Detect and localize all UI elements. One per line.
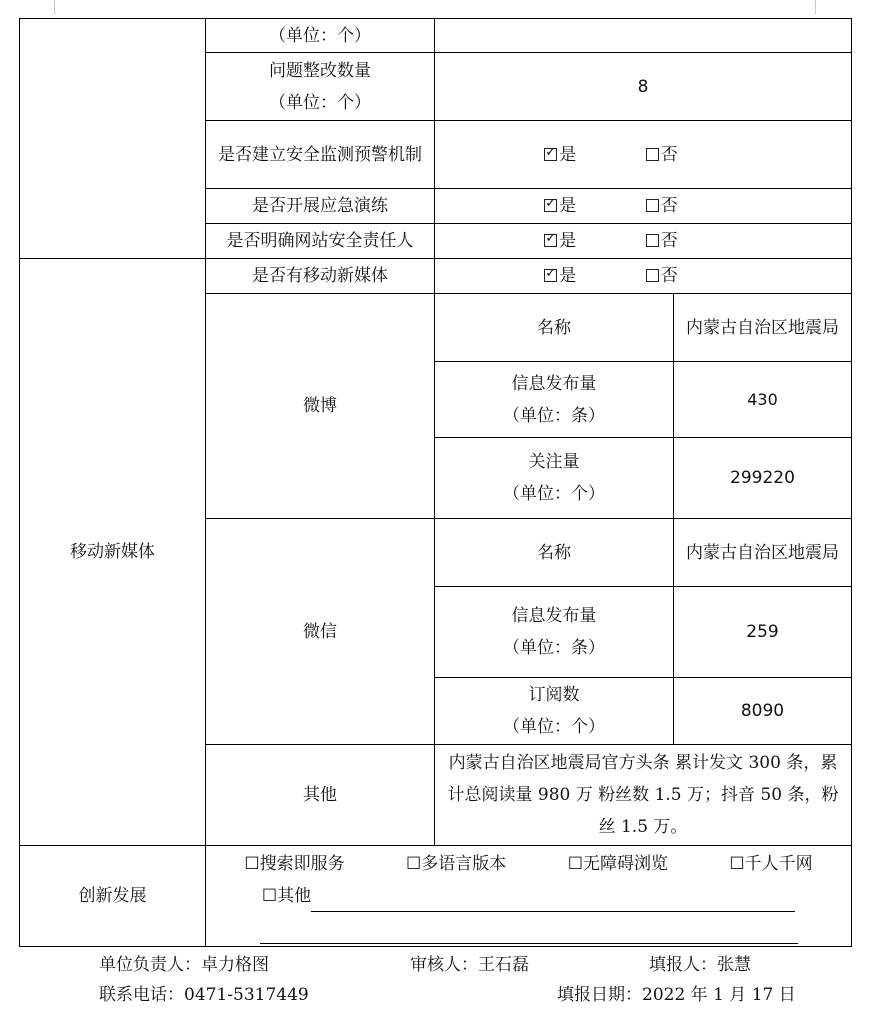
yes-checkbox[interactable]: ✓ 是 [544, 139, 640, 171]
checked-box-icon [544, 269, 557, 282]
option-accessible[interactable]: ☐无障碍浏览 [567, 854, 668, 874]
no-checkbox[interactable]: 否 [646, 139, 742, 171]
report-table [19, 18, 852, 947]
option-other-row [212, 880, 845, 912]
unit-tail-label: （单位：个） [206, 19, 435, 53]
wechat-label: 微信 [206, 519, 435, 745]
table-row [20, 19, 852, 53]
checked-box-icon [544, 148, 557, 161]
innovation-label: 创新发展 [20, 846, 206, 947]
duty-choice [435, 224, 852, 259]
option-search-service[interactable]: ☐搜索即服务 [244, 854, 345, 874]
checked-box-icon [544, 199, 557, 212]
weibo-name-label: 名称 [435, 294, 674, 362]
wechat-name-label: 名称 [435, 519, 674, 587]
table-row [20, 259, 852, 294]
contact-phone: 联系电话：0471-5317449 [99, 985, 309, 1005]
checked-box-icon [544, 234, 557, 247]
rectify-label: 问题整改数量 （单位：个） [206, 53, 435, 121]
fill-date: 填报日期：2022 年 1 月 17 日 [557, 985, 796, 1005]
table-row [20, 846, 852, 947]
monitor-choice [435, 121, 852, 189]
page-margin-mark-right [815, 0, 816, 14]
wechat-posts-value: 259 [674, 587, 852, 678]
other-label: 其他 [206, 745, 435, 846]
extra-fill-line[interactable] [260, 919, 798, 944]
has-media-choice [435, 259, 852, 294]
wechat-name-value: 内蒙古自治区地震局 [674, 519, 852, 587]
no-checkbox[interactable]: 否 [646, 190, 742, 222]
weibo-posts-value: 430 [674, 362, 852, 438]
yes-checkbox[interactable]: ✓ 是 [544, 225, 640, 257]
option-personalized[interactable]: ☐千人千网 [729, 854, 813, 874]
no-checkbox[interactable]: 否 [646, 225, 742, 257]
prev-section-cell [20, 19, 206, 259]
wechat-sub-value: 8090 [674, 678, 852, 745]
weibo-follow-value: 299220 [674, 438, 852, 519]
other-fill-line[interactable] [311, 887, 795, 912]
yes-checkbox[interactable]: ✓ 是 [544, 190, 640, 222]
reviewer: 审核人：王石磊 [410, 955, 529, 975]
empty-box-icon [646, 199, 659, 212]
weibo-follow-label: 关注量 （单位：个） [435, 438, 674, 519]
weibo-name-value: 内蒙古自治区地震局 [674, 294, 852, 362]
yes-checkbox[interactable]: ✓ 是 [544, 260, 640, 292]
rectify-value: 8 [435, 53, 852, 121]
section-media-label: 移动新媒体 [20, 259, 206, 846]
has-media-label: 是否有移动新媒体 [206, 259, 435, 294]
filler: 填报人：张慧 [649, 955, 751, 975]
drill-choice [435, 189, 852, 224]
weibo-posts-label: 信息发布量 （单位：条） [435, 362, 674, 438]
monitor-label: 是否建立安全监测预警机制 [206, 121, 435, 189]
innovation-options [206, 846, 852, 947]
wechat-sub-label: 订阅数 （单位：个） [435, 678, 674, 745]
unit-tail-value [435, 19, 852, 53]
no-checkbox[interactable]: 否 [646, 260, 742, 292]
option-multilingual[interactable]: ☐多语言版本 [406, 854, 507, 874]
weibo-label: 微博 [206, 294, 435, 519]
unit-leader: 单位负责人：卓力格图 [99, 955, 269, 975]
other-text: 内蒙古自治区地震局官方头条 累计发文 300 条，累计总阅读量 980 万 粉丝数 1.5 万；抖音 50 条，粉丝 1.5 万。 [435, 745, 852, 846]
drill-label: 是否开展应急演练 [206, 189, 435, 224]
wechat-posts-label: 信息发布量 （单位：条） [435, 587, 674, 678]
empty-box-icon [646, 234, 659, 247]
empty-box-icon [646, 148, 659, 161]
option-other[interactable]: ☐其他 [261, 886, 312, 906]
duty-label: 是否明确网站安全责任人 [206, 224, 435, 259]
page-margin-mark-left [54, 0, 55, 14]
empty-box-icon [646, 269, 659, 282]
